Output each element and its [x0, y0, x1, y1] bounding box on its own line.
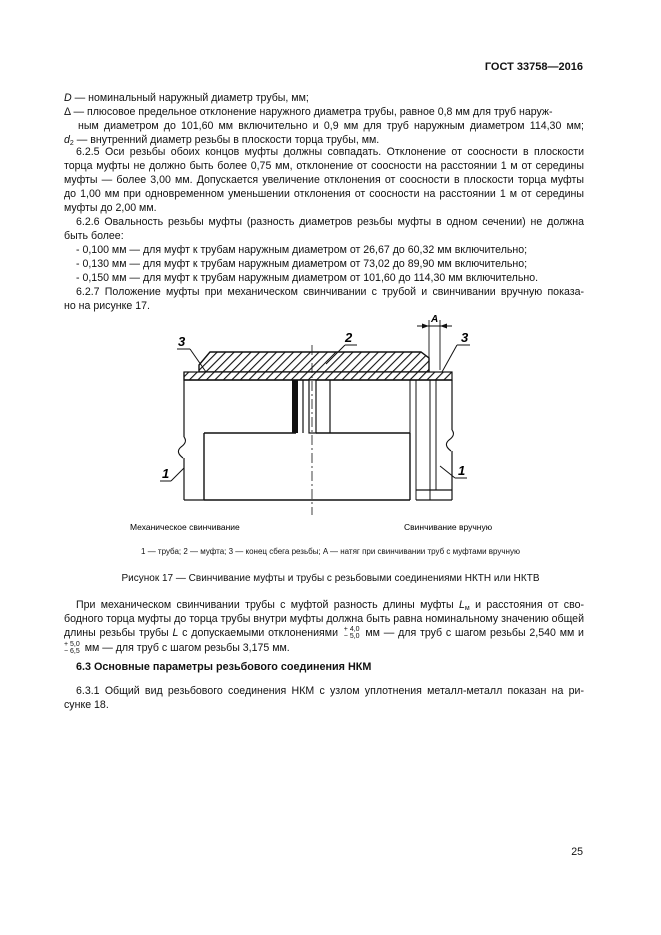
- section-heading: 6.3 Основные параметры резьбового соединения НКМ: [76, 661, 372, 673]
- paragraph-line: 6.2.5 Оси резьбы обоих концов муфты должны совпадать. Отклонение от соосности в плоскости: [76, 146, 584, 158]
- paragraph-line: + 5,0 − 6,5 мм — для труб с шагом резьбы 3,175 мм.: [64, 641, 290, 656]
- paragraph-line: бодного торца муфты до торца трубы внутри муфты должна быть равна номинальному значению общей: [64, 613, 584, 625]
- paragraph-line: При механическом свинчивании трубы с муфтой разность длины муфты $L_м$ и расстояния от сво-: [76, 599, 584, 612]
- paragraph-line: торца муфты не должно быть более 0,75 мм, отклонение от соосности на расстоянии 1 м от середины: [64, 160, 584, 172]
- paragraph-line: до 1,00 мм при одновременном уменьшении отклонения от соосности на расстоянии 1 м от середины: [64, 188, 584, 200]
- list-item: - 0,100 мм — для муфт к трубам наружным диаметром от 26,67 до 60,32 мм включительно;: [76, 244, 528, 256]
- document-header: ГОСТ 33758—2016: [484, 61, 583, 73]
- paragraph-line: муфты до 2,00 мм.: [64, 202, 157, 214]
- tolerance: + 5,0 − 6,5: [64, 641, 80, 656]
- list-item: - 0,130 мм — для муфт к трубам наружным диаметром от 73,02 до 89,90 мм включительно;: [76, 258, 528, 270]
- label-1-left: 1: [162, 466, 170, 481]
- right-caption: Свинчивание вручную: [404, 522, 493, 532]
- page-number: 25: [571, 846, 583, 858]
- def-item: $d_2$ — внутренний диаметр резьбы в плоскости торца трубы, мм.: [64, 134, 380, 147]
- def-item: D — номинальный наружный диаметр трубы, мм;: [64, 92, 309, 104]
- paragraph-line: быть более:: [64, 230, 124, 242]
- figure-title: Рисунок 17 — Свинчивание муфты и трубы с резьбовыми соединениями НКТН или НКТВ: [121, 573, 540, 584]
- paragraph-line: муфты — более 3,00 мм. Допускается увеличение отклонения от соосности в плоскости торца муфты: [64, 174, 584, 186]
- figure-legend: 1 — труба; 2 — муфта; 3 — конец сбега резьбы; A — натяг при свинчивании труб с муфтами вручную: [141, 547, 520, 556]
- paragraph-line: 6.2.6 Овальность резьбы муфты (разность диаметров резьбы муфты в одном сечении) не должна: [76, 216, 584, 228]
- list-item: - 0,150 мм — для муфт к трубам наружным диаметром от 101,60 до 114,30 мм включительно.: [76, 272, 539, 284]
- tolerance: + 4,0 − 5,0: [343, 626, 360, 641]
- label-a: A: [431, 314, 439, 325]
- paragraph-line: но на рисунке 17.: [64, 300, 150, 312]
- left-caption: Механическое свинчивание: [130, 522, 240, 532]
- label-3-right: 3: [461, 330, 469, 345]
- paragraph-line: сунке 18.: [64, 699, 109, 711]
- paragraph-line: длины резьбы трубы L с допускаемыми отклонениями + 4,0 − 5,0 мм — для труб с шагом резьбы 2,540 мм и: [64, 626, 584, 641]
- thread-band: [184, 372, 452, 380]
- label-2: 2: [345, 330, 353, 345]
- paragraph-line: 6.2.7 Положение муфты при механическом свинчивании с трубой и свинчивании вручную показа-: [76, 286, 584, 298]
- label-1-right: 1: [458, 463, 466, 478]
- paragraph-line: 6.3.1 Общий вид резьбового соединения НКМ с узлом уплотнения металл-металл показан на ри-: [76, 685, 584, 697]
- def-item: Δ — плюсовое предельное отклонение наружного диаметра трубы, равное 0,8 мм для труб наруж-: [64, 106, 553, 118]
- coupling-body: [199, 352, 429, 372]
- def-continuation: ным диаметром до 101,60 мм включительно и 0,9 мм для труб наружным диаметром 114,30 мм;: [78, 120, 584, 132]
- label-3-left: 3: [178, 334, 186, 349]
